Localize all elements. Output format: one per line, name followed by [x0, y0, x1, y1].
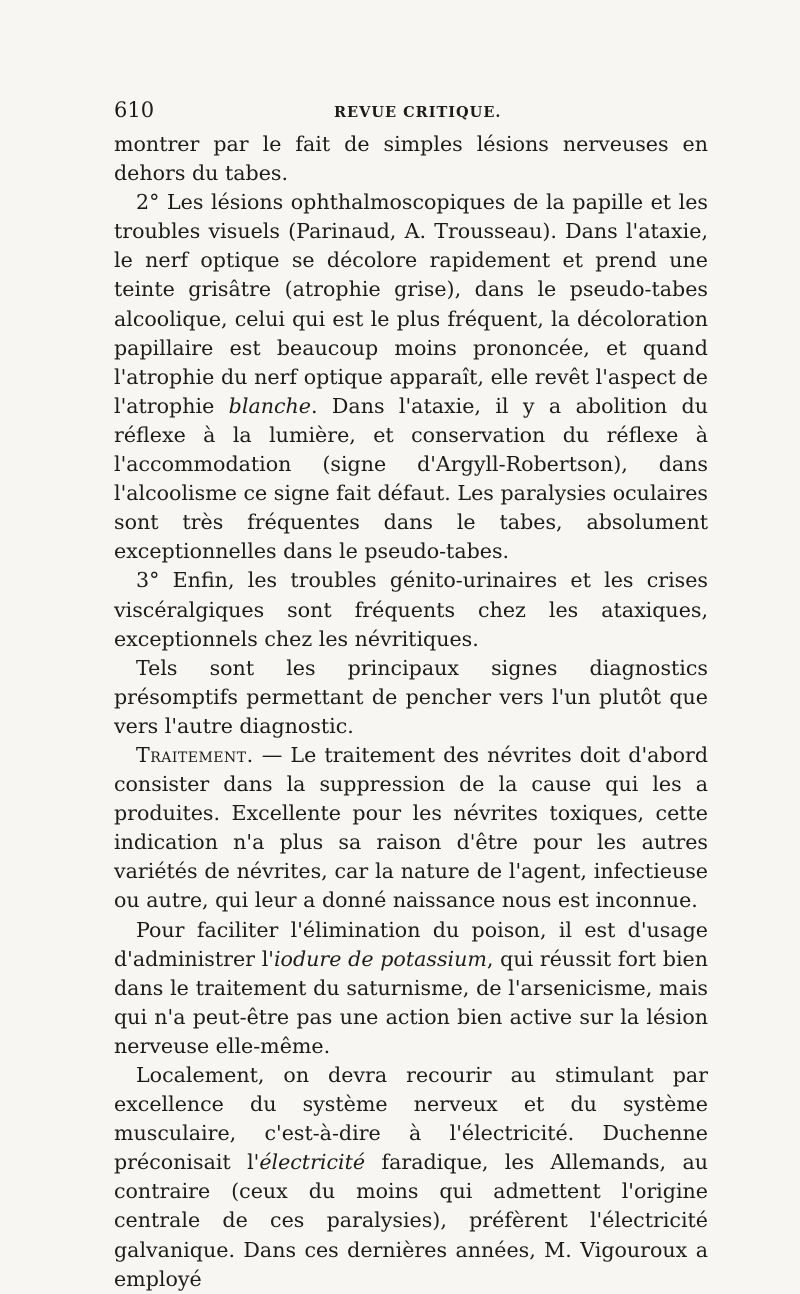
text-run: Tels sont les principaux signes diagnostics présomptifs permettant de pencher vers l'un plutôt que vers l'autre diagnostic. — [114, 655, 708, 738]
italic-text: électricité — [259, 1150, 366, 1175]
page-header — [114, 98, 708, 130]
paragraph — [114, 654, 708, 741]
paragraph — [114, 1061, 708, 1294]
italic-text: iodure de potassium — [273, 946, 487, 971]
paragraph — [114, 741, 708, 916]
paragraph — [114, 916, 708, 1061]
text-run: . Dans l'ataxie, il y a abolition du réflexe à la lumière, et conservation du réflexe à l'accommodation (signe d'Argyll-Robertson), dans l'alcoolisme ce signe fait défaut. Les paralysies oculaires sont très fréquentes dans le tabes, absolument exceptionnelles dans le pseudo-tabes. — [114, 393, 709, 564]
text-run: montrer par le fait de simples lésions nerveuses en dehors du tabes. — [114, 132, 708, 186]
text-run: , qui réussit fort bien dans le traitement du saturnisme, de l'arsenicisme, mais qui n'a peut-être pas une action bien active sur la lésion nerveuse elle-même. — [114, 946, 708, 1058]
body-text — [114, 130, 708, 1294]
text-run: faradique, les Allemands, au contraire (ceux du moins qui admettent l'origine centrale de ces paralysies), préfèrent l'électricité galvanique. Dans ces dernières années, M. Vigouroux a employé — [114, 1150, 708, 1291]
text-run: 2° Les lésions ophthalmoscopiques de la papille et les troubles visuels (Parinaud, A. Trousseau). Dans l'ataxie, le nerf optique se décolore rapidement et prend une teinte grisâtre (atrophie grise), dans le pseudo-tabes alcoolique, celui qui est le plus fréquent, la décoloration papillaire est beaucoup moins prononcée, et quand l'atrophie du nerf optique apparaît, elle revêt l'aspect de l'atrophie — [114, 190, 708, 418]
running-title: REVUE CRITIQUE. — [334, 104, 502, 121]
paragraph — [114, 188, 708, 566]
paragraph — [114, 566, 708, 653]
italic-text: blanche — [228, 393, 311, 418]
text-run: Localement, on devra recourir au stimulant par excellence du système nerveux et du système musculaire, c'est-à-dire à l'électricité. Duchenne préconisait l' — [114, 1063, 708, 1175]
paragraph — [114, 130, 708, 188]
page-number: 610 — [114, 98, 155, 122]
text-run: Pour faciliter l'élimination du poison, il est d'usage d'administrer l' — [114, 917, 708, 971]
section-heading: Traitement. — [136, 742, 254, 767]
text-run: 3° Enfin, les troubles génito-urinaires et les crises viscéralgiques sont fréquents chez les ataxiques, exceptionnels chez les névritiques. — [114, 568, 708, 651]
text-run: — Le traitement des névrites doit d'abord consister dans la suppression de la cause qui les a produites. Excellente pour les névrites toxiques, cette indication n'a plus sa raison d'être pour les autres variétés de névrites, car la nature de l'agent, infectieuse ou autre, qui leur a donné naissance nous est inconnue. — [114, 742, 708, 913]
